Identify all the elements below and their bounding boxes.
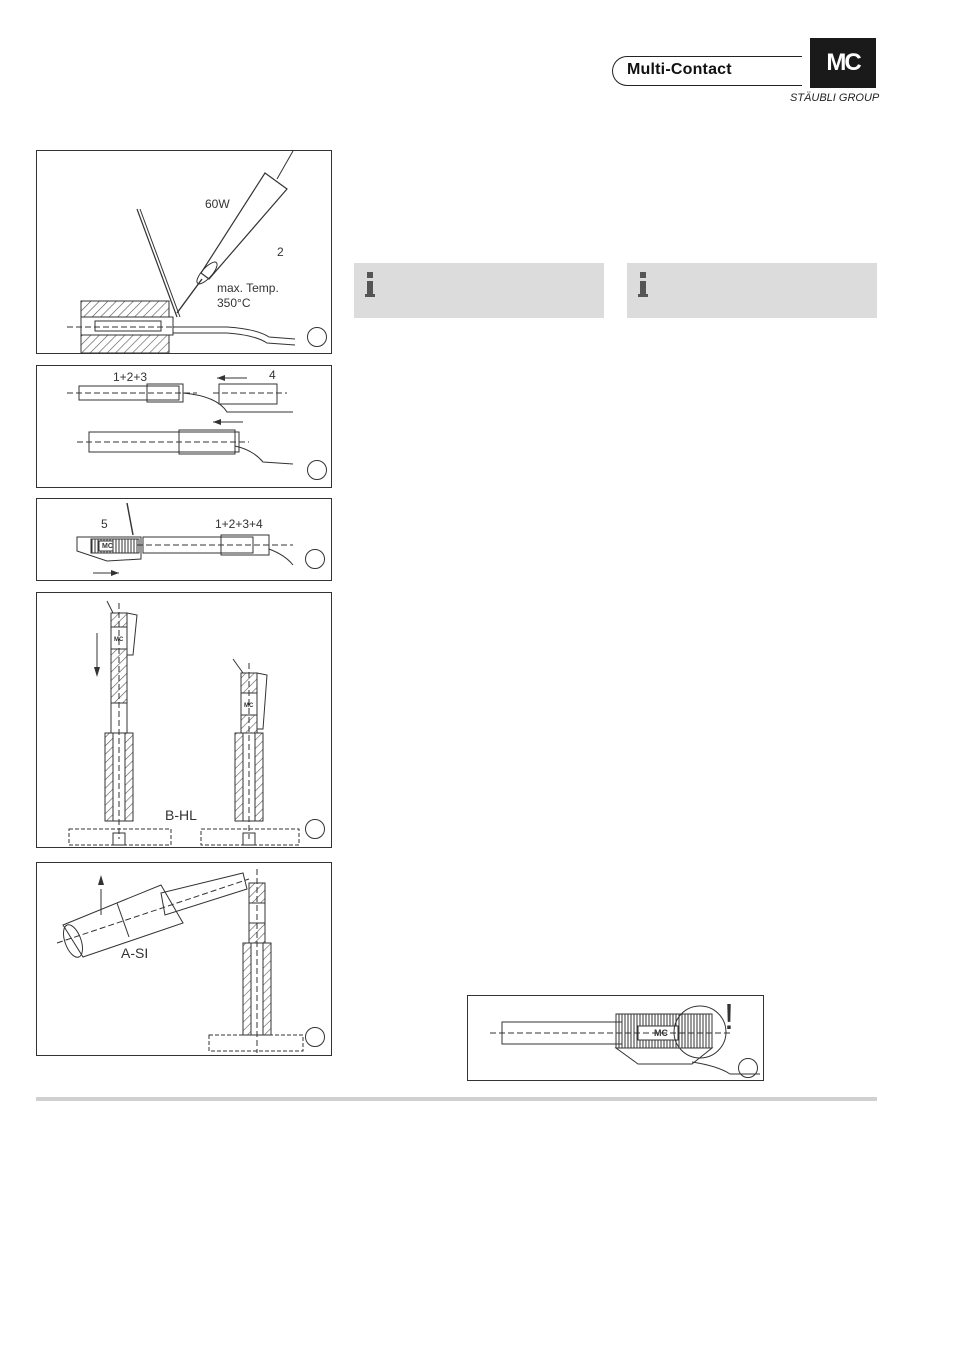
step-marker [307,327,327,347]
removal-asi-drawing [37,863,333,1057]
step-label: 2 [277,245,284,259]
power-label: 60W [205,197,230,211]
figure-insertion-bhl [36,592,332,848]
temp-label-line2: 350°C [217,296,251,310]
tool-mark-right: MC [244,703,254,709]
info-icon [364,270,376,300]
step-marker [307,460,327,480]
info-box-left [354,263,604,318]
company-logo: MC [810,38,876,88]
tool-mark: MC [654,1028,668,1038]
soldering-drawing [37,151,333,355]
temp-label-line1: max. Temp. [217,281,279,295]
info-box-right [627,263,877,318]
figure-assembly [36,365,332,488]
crimp-tool-drawing [37,499,333,582]
tool-label: 5 [101,517,108,531]
fixture-label: B-HL [165,807,197,823]
figure-soldering [36,150,332,354]
figure-removal-asi [36,862,332,1056]
parts-label: 1+2+3+4 [215,517,263,531]
step-marker [305,819,325,839]
tool-mark: MC [102,543,113,550]
position-check-drawing [468,996,765,1082]
figure-crimp-tool [36,498,332,581]
fixture-label: A-SI [121,945,149,961]
step-marker [305,1027,325,1047]
info-icon [637,270,649,300]
assembly-drawing [37,366,333,489]
step-marker [738,1058,758,1078]
part4-label: 4 [269,368,276,382]
warning-mark: ! [724,996,735,1037]
footer-rule [36,1097,877,1101]
brand-name: Multi-Contact [627,61,732,78]
tool-mark-left: MC [114,637,124,643]
group-name: STÄUBLI GROUP [790,92,880,104]
parts-label: 1+2+3 [113,370,148,384]
figure-position-check [467,995,764,1081]
step-marker [305,549,325,569]
